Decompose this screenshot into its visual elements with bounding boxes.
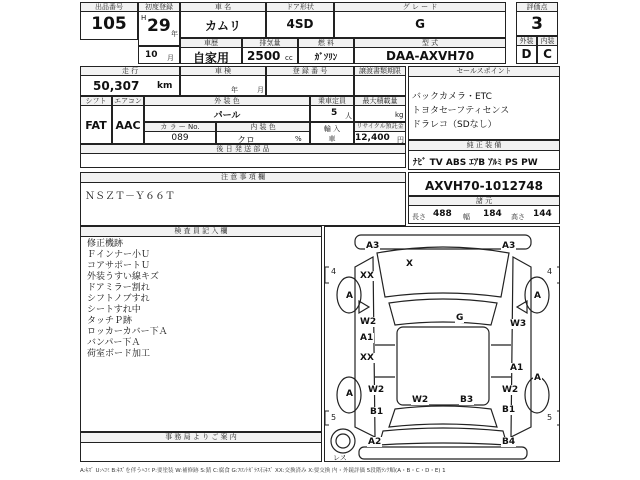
car-name-cell — [180, 2, 266, 38]
office-cell — [80, 432, 322, 462]
registration-year: 29 — [147, 16, 171, 36]
left-front-tyre-count: 4 — [331, 267, 337, 276]
import-cell — [310, 122, 354, 144]
mileage-unit: km — [157, 81, 173, 91]
import-car-label: 車 — [328, 135, 336, 143]
inspector-notes — [87, 239, 168, 360]
model: DAA-AXVH70 — [385, 49, 475, 63]
model-label: 型 式 — [355, 39, 505, 48]
inspector-line: 荷室ボード加工 — [87, 349, 151, 359]
exterior-color: パール — [213, 111, 241, 121]
grade: G — [415, 17, 425, 31]
equipment-label: 純 正 装 備 — [409, 141, 559, 151]
recycle-fee: 12,400 — [355, 133, 390, 143]
transfer-doc-cell — [354, 66, 406, 96]
damage-diagram — [324, 226, 560, 462]
aircon-cell — [112, 96, 144, 144]
mark-a2-rear-bumper: A2 — [368, 437, 382, 447]
score-label: 評価点 — [517, 3, 557, 12]
percent-unit: % — [295, 135, 302, 143]
inspector-line: コアサポートＵ — [87, 261, 151, 271]
inspector-line: タッチＰ跡 — [87, 316, 133, 326]
equipment-cell — [408, 140, 560, 170]
office-label: 事 務 局 よ り ご 案 内 — [81, 433, 321, 443]
interior-label: 内装 — [538, 37, 557, 46]
inspection-label: 車 検 — [181, 67, 265, 76]
length-label: 長さ — [412, 213, 426, 221]
frame-number: AXVH70-1012748 — [425, 179, 543, 193]
car-outline — [325, 227, 560, 462]
door-type: 4SD — [286, 17, 314, 31]
inspector-line: 外装うすい線キズ — [87, 272, 159, 282]
usage-cell — [180, 38, 242, 64]
recycle-unit: 円 — [397, 136, 404, 144]
lot-number-label: 出品番号 — [81, 3, 137, 12]
import-label: 輸 入 — [323, 125, 341, 133]
mark-b3-trunk: B3 — [460, 395, 474, 405]
rear-parts-label: 後 日 発 送 部 品 — [81, 145, 405, 154]
inspection-cell — [180, 66, 266, 96]
capacity-label: 乗車定員 — [311, 97, 353, 106]
mileage-label: 走 行 — [81, 67, 179, 76]
capacity: 5 — [331, 108, 338, 118]
lot-number-cell — [80, 2, 138, 40]
width-label: 幅 — [463, 213, 470, 221]
sales-points-cell — [408, 66, 560, 140]
mark-a3-left: A3 — [366, 241, 380, 251]
car-name-label: 車 名 — [181, 3, 265, 12]
notes-text: ＮＳＺＴ－Ｙ６６Ｔ — [85, 191, 175, 202]
displacement: 2500 — [247, 49, 281, 63]
inspector-line: シフトノブすれ — [87, 294, 150, 304]
inspector-line: ロッカーカバー下Ａ — [87, 327, 168, 337]
sales-point-1: バックカメラ・ETC — [412, 92, 492, 102]
color-cell — [144, 96, 310, 122]
spec-label: 諸 元 — [409, 197, 559, 206]
mark-xx-left-front: XX — [360, 271, 374, 281]
shift: FAT — [85, 119, 107, 132]
max-load-label: 最大積載量 — [355, 97, 405, 106]
frame-number-cell — [408, 172, 560, 196]
cc-unit: cc — [285, 54, 293, 62]
rear-parts-cell — [80, 144, 406, 168]
inspector-line: 修正機跡 — [87, 239, 124, 249]
left-rear-tyre-count: 5 — [331, 413, 337, 422]
score: 3 — [531, 14, 543, 34]
registration-number-label: 登 録 番 号 — [267, 67, 353, 76]
sales-point-3: ドラレコ（SDなし） — [412, 120, 497, 130]
first-registration-cell — [138, 2, 180, 46]
mark-xx-left-rear-door: XX — [360, 353, 374, 363]
mark-g-windshield: G — [456, 313, 464, 323]
fuel-label: 燃 料 — [299, 39, 353, 48]
inspector-line: Ｆインナー小Ｕ — [87, 250, 151, 260]
mark-w2-left-rear: W2 — [368, 385, 385, 395]
aircon: AAC — [115, 119, 141, 132]
inspection-year-unit: 年 — [231, 86, 238, 94]
aircon-label: エアコン — [114, 97, 142, 105]
recycle-label: リサイクル預託金 — [356, 123, 404, 130]
month-cell — [138, 46, 180, 64]
notes-cell — [80, 172, 406, 226]
mark-a-left-front-wheel: A — [346, 291, 353, 301]
exterior-label: 外装 — [517, 37, 536, 46]
model-cell — [354, 38, 506, 64]
color-number-label: カ ラ ー No. — [145, 123, 215, 132]
color-number-cell — [144, 122, 216, 144]
legend: A:ｷｽﾞ U:ﾍｺﾐ B:ｷｽﾞを伴うﾍｺﾐ P:要塗装 W:補修跡 S:錆 C:腐食 G:ﾌﾛﾝﾄｶﾞﾗｽ石ｷｽﾞ XX:交換済み X:要交換 内・外鏡評価 5段階ﾗﾝｸ順(A・B・C・D・E) 1 — [80, 468, 446, 474]
height: 144 — [533, 209, 552, 219]
exterior-grade: D — [521, 47, 532, 61]
inspector-line: バンパー下Ａ — [87, 338, 141, 348]
length: 488 — [433, 209, 452, 219]
inspector-line: ドアミラー割れ — [87, 283, 150, 293]
mark-a-right-rear-wheel: A — [534, 373, 541, 383]
sales-points-label: セールスポイント — [409, 67, 559, 77]
shift-label: シフト — [81, 97, 111, 106]
mileage: 50,307 — [93, 79, 140, 93]
registration-month: 10 — [145, 50, 158, 60]
mark-a1-right-rear-door: A1 — [510, 363, 524, 373]
inspector-label: 検 査 員 記 入 欄 — [81, 227, 321, 237]
registration-number-cell — [266, 66, 354, 96]
score-cell — [516, 2, 558, 36]
door-label: ドア形状 — [267, 3, 333, 12]
right-rear-tyre-count: 5 — [547, 413, 553, 422]
displacement-label: 排気量 — [243, 39, 297, 48]
mark-a1-left-door: A1 — [360, 333, 374, 343]
year-unit: 年 — [171, 30, 178, 38]
mark-b4-rear-bumper: B4 — [502, 437, 516, 447]
displacement-cell — [242, 38, 298, 64]
inspector-line: シートすれ中 — [87, 305, 141, 315]
mark-x-front: X — [406, 259, 413, 269]
interior-color-cell — [216, 122, 310, 144]
mark-b1-left: B1 — [370, 407, 384, 417]
inspector-cell — [80, 226, 322, 432]
recycle-cell — [354, 122, 406, 144]
shift-cell — [80, 96, 112, 144]
interior-color-label: 内 装 色 — [217, 123, 309, 132]
door-cell — [266, 2, 334, 38]
sales-point-2: トヨタセーフティセンス — [412, 106, 510, 116]
width: 184 — [483, 209, 502, 219]
max-load-cell — [354, 96, 406, 122]
notes-label: 注 意 事 項 欄 — [81, 173, 405, 183]
fuel-cell — [298, 38, 354, 64]
era: H — [141, 14, 147, 22]
mark-w2-right-rear: W2 — [502, 385, 519, 395]
month-unit: 月 — [167, 54, 174, 62]
color-number: 089 — [171, 133, 189, 143]
interior-color: クロ — [237, 136, 256, 144]
fuel: ｶﾞｿﾘﾝ — [314, 53, 338, 63]
height-label: 高さ — [511, 213, 525, 221]
right-front-tyre-count: 4 — [547, 267, 553, 276]
mark-a-left-rear-wheel: A — [346, 389, 353, 399]
color-label: 外 装 色 — [145, 97, 309, 106]
spec-cell — [408, 196, 560, 224]
transfer-doc-label: 譲渡書類期限 — [355, 67, 405, 76]
exterior-grade-cell — [516, 36, 537, 64]
mark-w3-right-door: W3 — [510, 319, 527, 329]
mark-a-right-front-wheel: A — [534, 291, 541, 301]
usage-label: 車歴 — [181, 39, 241, 48]
equipment-items: ﾅﾋﾞ TV ABS ｴｱB ｱﾙﾐ PS PW — [413, 158, 538, 168]
lot-number: 105 — [91, 14, 127, 34]
grade-label: グ レ ー ド — [335, 3, 505, 12]
mileage-cell — [80, 66, 180, 96]
interior-grade: C — [543, 47, 552, 61]
max-load-unit: kg — [395, 111, 404, 119]
car-name: カムリ — [204, 19, 241, 33]
grade-cell — [334, 2, 506, 38]
mark-w2-left-door: W2 — [360, 317, 377, 327]
first-registration-label: 初度登録 — [139, 3, 179, 12]
capacity-unit: 人 — [345, 112, 352, 120]
mark-w2-trunk: W2 — [412, 395, 429, 405]
mark-a3-right: A3 — [502, 241, 516, 251]
capacity-cell — [310, 96, 354, 122]
interior-grade-cell — [537, 36, 558, 64]
usage-type: 自家用 — [192, 51, 229, 64]
inspection-month-unit: 月 — [257, 86, 264, 94]
spare-tyre-les: レス — [333, 454, 347, 462]
mark-b1-right: B1 — [502, 405, 516, 415]
